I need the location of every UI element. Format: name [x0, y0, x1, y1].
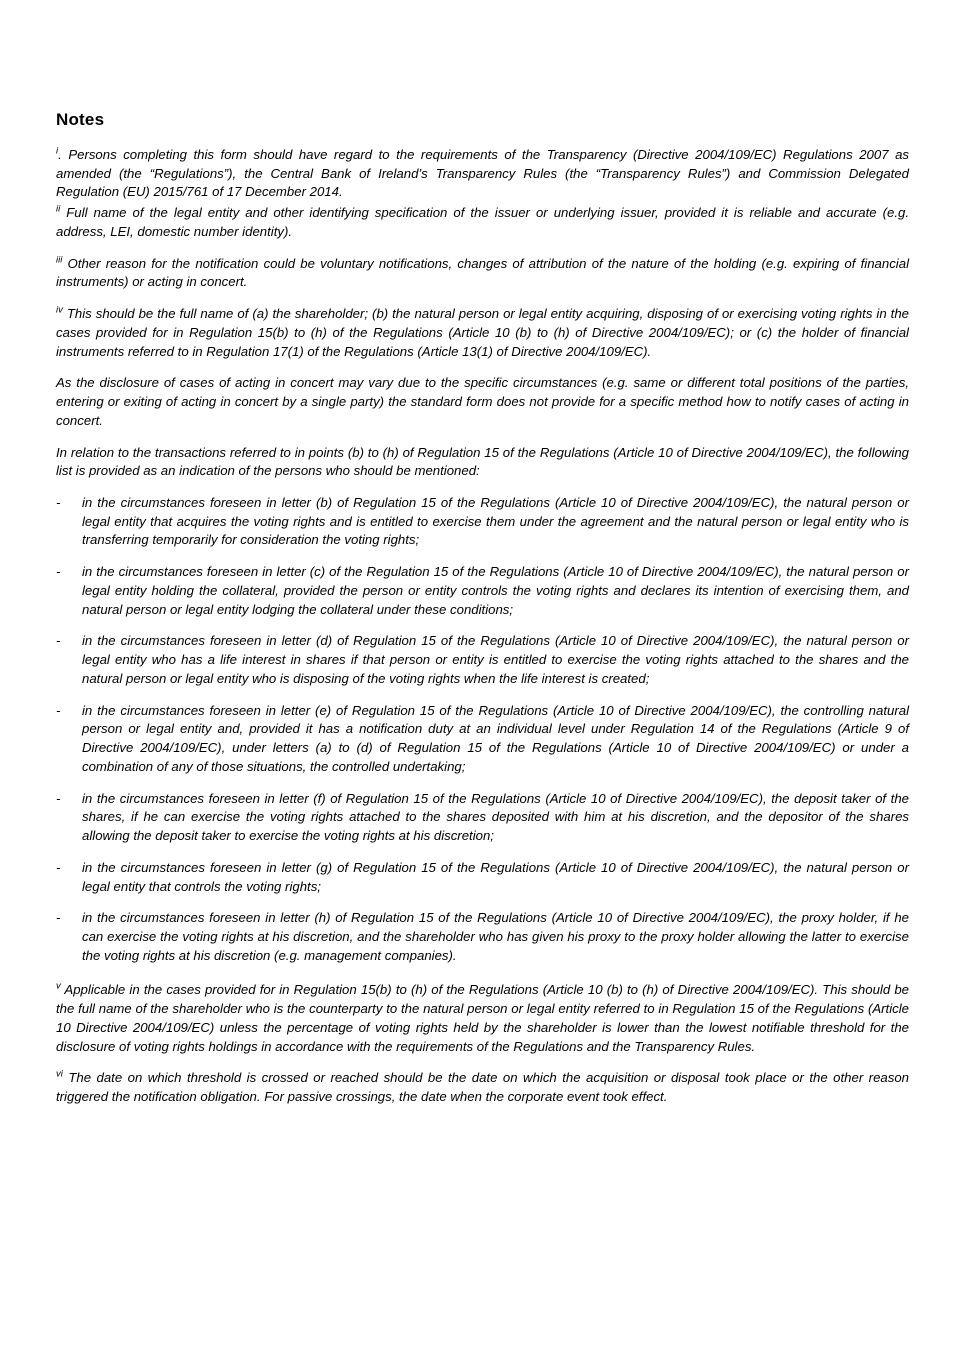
page-title: Notes: [56, 110, 105, 129]
list-item: [56, 632, 909, 688]
list-item: [56, 702, 909, 777]
note-marker-ii: ii: [56, 203, 61, 215]
bullet-text-g: in the circumstances foreseen in letter (g) of Regulation 15 of the Regulations (Article 10 of Directive 2004/109/EC), the natural person or legal entity that controls the voting rights;: [82, 859, 909, 894]
bullet-marker: -: [56, 790, 61, 806]
paragraph-concert-variation: As the disclosure of cases of acting in concert may vary due to the specific circumstances (e.g. same or different total positions of the parties, entering or exiting of acting in concert by a single party) the standard form does not provide for a specific method how to notify cases of acting in concert.: [56, 375, 909, 428]
note-iv: [56, 305, 909, 361]
bullet-marker: -: [56, 702, 61, 718]
note-ii: [56, 204, 909, 241]
bullet-text-d: in the circumstances foreseen in letter (d) of Regulation 15 of the Regulations (Article 10 of Directive 2004/109/EC), the natural person or legal entity who has a life interest in shares if that person or entity is entitled to exercise the voting rights attached to the shares and the natural person or legal entity who is disposing of the voting rights when the life interest is created;: [82, 633, 909, 686]
bullet-marker: -: [56, 633, 61, 649]
list-item: [56, 859, 909, 896]
note-marker-suffix-i: .: [58, 147, 62, 162]
list-item: [56, 563, 909, 619]
note-marker-i: i: [56, 145, 59, 157]
bullet-marker: -: [56, 859, 61, 875]
note-text-iii: Other reason for the notification could be voluntary notifications, changes of attribution of the nature of the holding (e.g. expiring of financial instruments) or acting in concert.: [56, 255, 909, 290]
bullet-marker: -: [56, 564, 61, 580]
bullet-text-e: in the circumstances foreseen in letter (e) of Regulation 15 of the Regulations (Article 10 of Directive 2004/109/EC), the controlling natural person or legal entity and, provided it has a notification duty at an individual level under Regulation 14 of the Regulations (Article 9 of Directive 2004/109/EC), under letters (a) to (d) of Regulation 15 of the Regulations (Article 10 of Directive 2004/109/EC) or under a combination of any of those situations, the controlled undertaking;: [82, 702, 909, 774]
paragraph-list-intro: In relation to the transactions referred to in points (b) to (h) of Regulation 15 of the Regulations (Article 10 of Directive 2004/109/EC), the following list is provided as an indication of the persons who should be mentioned:: [56, 444, 909, 479]
note-marker-v: v: [56, 981, 61, 993]
bullet-text-f: in the circumstances foreseen in letter (f) of Regulation 15 of the Regulations (Article 10 of Directive 2004/109/EC), the deposit taker of the shares, if he can exercise the voting rights attached to the shares deposited with him at his discretion, and the depositor of the shares allowing the deposit taker to exercise the voting rights at his discretion;: [82, 790, 909, 844]
bullet-marker: -: [56, 910, 61, 926]
note-marker-iii: iii: [56, 254, 63, 266]
list-item: [56, 909, 909, 965]
bullet-marker: -: [56, 495, 61, 511]
bullet-text-h: in the circumstances foreseen in letter (h) of Regulation 15 of the Regulations (Article 10 of Directive 2004/109/EC), the proxy holder, if he can exercise the voting rights at his discretion, and the shareholder who has given his proxy to the proxy holder allowing the latter to exercise the voting rights at his discretion (e.g. management companies).: [82, 910, 909, 963]
bullet-text-c: in the circumstances foreseen in letter (c) of the Regulation 15 of the Regulations (Article 10 of Directive 2004/109/EC), the natural person or legal entity holding the collateral, provided the person or entity controls the voting rights and declares its intention of exercising them, and natural person or legal entity lodging the collateral under these conditions;: [82, 564, 909, 617]
list-item: [56, 494, 909, 550]
note-text-i: Persons completing this form should have regard to the requirements of the Transparency (Directive 2004/109/EC) Regulations 2007 as amended (the “Regulations”), the Central Bank of Ireland’s Transparency Rules (the “Transparency Rules”) and Commission Delegated Regulation (EU) 2015/761 of 17 December 2014.: [56, 147, 909, 200]
note-text-iv: This should be the full name of (a) the shareholder; (b) the natural person or legal entity acquiring, disposing of or exercising voting rights in the cases provided for in Regulation 15(b) to (h) of the Regulations (Article 10 (b) to (h) of Directive 2004/109/EC); or (c) the holder of financial instruments referred to in Regulation 17(1) of the Regulations (Article 13(1) of Directive 2004/109/EC).: [56, 306, 909, 359]
list-item: [56, 790, 909, 846]
note-text-v: Applicable in the cases provided for in Regulation 15(b) to (h) of the Regulations (Article 10 (b) to (h) of Directive 2004/109/EC). This should be the full name of the shareholder who is the counterparty to the natural person or legal entity referred to in Regulation 15 of the Regulations (Article 10 Directive 2004/109/EC) unless the percentage of voting rights held by the shareholder is lower than the lowest notifiable threshold for the disclosure of voting rights holdings in accordance with the requirements of the Regulations and the Transparency Rules.: [56, 982, 909, 1054]
note-i: [56, 146, 909, 202]
note-text-vi: The date on which threshold is crossed or reached should be the date on which the acquisition or disposal took place or the other reason triggered the notification obligation. For passive crossings, the date when the corporate event took effect.: [56, 1070, 909, 1105]
note-vi: [56, 1069, 909, 1106]
note-marker-vi: vi: [56, 1068, 63, 1080]
note-marker-iv: iv: [56, 304, 63, 316]
note-text-ii: Full name of the legal entity and other identifying specification of the issuer or underlying issuer, provided it is reliable and accurate (e.g. address, LEI, domestic number identity).: [56, 205, 909, 239]
note-v: [56, 981, 909, 1056]
bullet-text-b: in the circumstances foreseen in letter (b) of Regulation 15 of the Regulations (Article 10 of Directive 2004/109/EC), the natural person or legal entity that acquires the voting rights and is entitled to exercise them under the agreement and the natural person or legal entity who is transferring temporarily for consideration the voting rights;: [82, 495, 909, 548]
note-iii: [56, 255, 909, 292]
